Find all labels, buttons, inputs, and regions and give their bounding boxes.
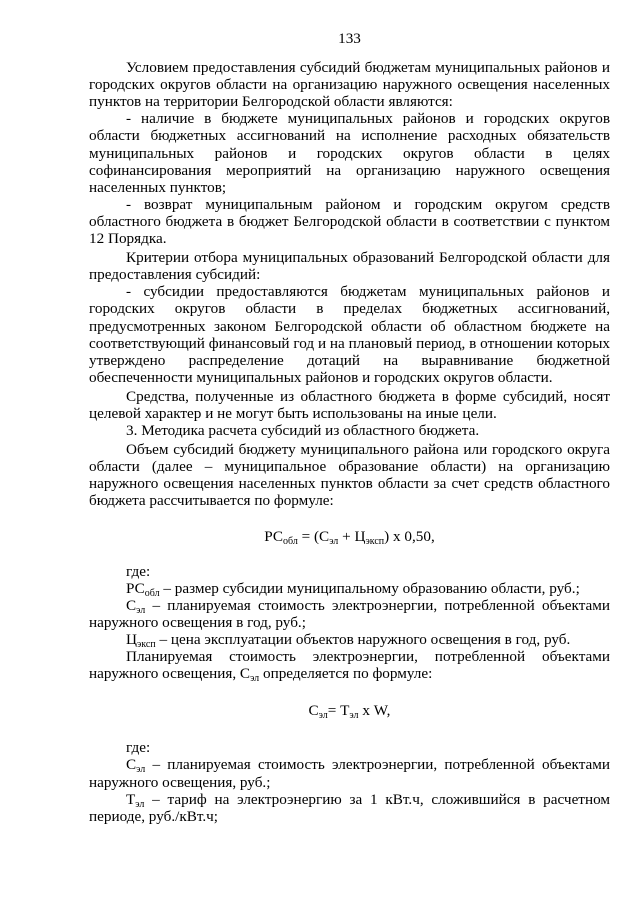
formula-energy: $С_{эл}= Т_{эл}$ х W,	[308, 702, 391, 722]
paragraph-energy-cost: Планируемая стоимость электроэнергии, потребленной объектами наружного освещения, $С_{эл}$ определяется по формуле:	[89, 648, 610, 685]
paragraph-funds: Средства, полученные из областного бюджета в форме субсидий, носят целевой характер и не могут быть использованы на иные цели.	[89, 387, 610, 422]
section-heading: 3. Методика расчета субсидий из областного бюджета.	[126, 422, 480, 440]
definition-tariff: $Т_{эл}$ – тариф на электроэнергию за 1 кВт.ч, сложившийся в расчетном периоде, руб./кВт.ч;	[89, 790, 610, 825]
paragraph-condition-budget: - наличие в бюджете муниципальных районов и городских округов области бюджетных ассигнований на исполнение расходных обязательств муниципальных районов и городских округов области в целях софинансирования мероприятий на организацию наружного освещения населенных пунктов;	[89, 110, 610, 196]
where-label-2: где:	[126, 739, 151, 757]
where-label: где:	[126, 562, 151, 580]
paragraph-conditions: Условием предоставления субсидий бюджетам муниципальных районов и городских округов области на организацию наружного освещения населенных пунктов на территории Белгородской области являются:	[89, 59, 610, 111]
paragraph-volume: Объем субсидий бюджету муниципального района или городского округа области (далее – муниципальное образование области) на организацию наружного освещения населенных пунктов области за счет средств областного бюджета рассчитывается по формуле:	[89, 441, 610, 510]
paragraph-criteria-item: - субсидии предоставляются бюджетам муниципальных районов и городских округов области в пределах бюджетных ассигнований, предусмотренных законом Белгородской области об областном бюджете на соответствующий финансовый год и на плановый период, в отношении которых утверждено распределение дотаций на выравнивание бюджетной обеспеченности муниципальных районов и городских округов области.	[89, 283, 610, 386]
definition-rs: $РС_{обл}$ – размер субсидии муниципальному образованию области, руб.;	[126, 579, 580, 599]
definition-sel: $С_{эл}$ – планируемая стоимость электроэнергии, потребленной объектами наружного освещения в год, руб.;	[89, 596, 610, 631]
definition-sel-2: $С_{эл}$ – планируемая стоимость электроэнергии, потребленной объектами наружного освещения, руб.;	[89, 756, 610, 791]
paragraph-condition-return: - возврат муниципальным районом и городским округом средств областного бюджета в бюджет Белгородской области в соответствии с пунктом 12 Порядка.	[89, 195, 610, 248]
formula-subsidy: $РС_{обл} = (С_{эл} + Ц_{эксп})$ х 0,50,	[264, 527, 435, 547]
page-number: 133	[338, 30, 361, 47]
paragraph-criteria: Критерии отбора муниципальных образований Белгородской области для предоставления субсидий:	[89, 249, 610, 284]
definition-exp: $Ц_{эксп}$ – цена эксплуатации объектов наружного освещения в год, руб.	[126, 631, 571, 650]
